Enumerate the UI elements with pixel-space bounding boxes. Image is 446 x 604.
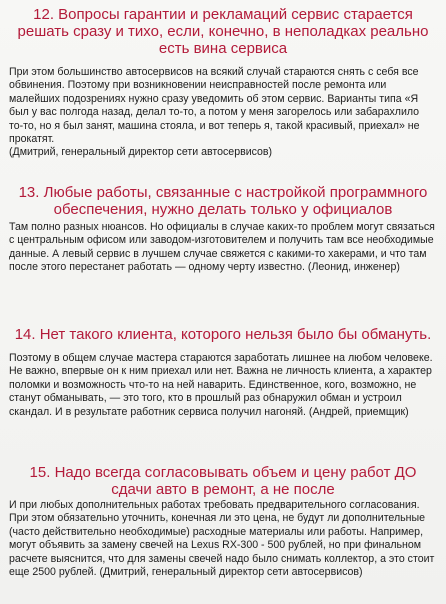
- tip-section-14: [0, 326, 446, 419]
- tip-heading: 15. Надо всегда согласовывать объем и цену работ ДО сдачи авто в ремонт, а не после: [29, 464, 417, 498]
- tip-heading: 12. Вопросы гарантии и рекламаций сервис старается решать сразу и тихо, если, конечно, в неполадках реально есть вина сервиса: [17, 6, 429, 57]
- tip-body: Там полно разных нюансов. Но официалы в случае каких-то проблем могут связаться с центральным офисом или заводом-изготовителем и получить там все необходимые данные. А левый сервис в лучшем случае свяжется с какими-то хакерами, и что там после этого перестанет работать — одному черту известно. (Леонид, инженер): [9, 221, 435, 274]
- tip-body: Поэтому в общем случае мастера стараются заработать лишнее на любом человеке. Не важно, впервые он к ним приехал или нет. Важна не личность клиента, а характер поломки и возможность что-то на ней наварить. Единственное, кого, возможно, не станут обманывать, — это того, кто в прошлый раз обнаружил обман и устроил скандал. И в результате работник сервиса получил нагоняй. (Андрей, приемщик): [9, 352, 433, 418]
- tip-body: И при любых дополнительных работах требовать предварительного согласования. При этом обязательно уточнить, конечная ли это цена, не будут ли дополнительные (часто действительно необходимые) расходные материалы или работы. Например, могут объявить за замену свечей на Lexus RX-300 - 500 рублей, но при финальном расчете выяснится, что для замены свечей надо было снимать коллектор, а это стоит еще 2500 рублей. (Дмитрий, генеральный директор сети автосервисов): [9, 499, 435, 579]
- tip-heading: 14. Нет такого клиента, которого нельзя было бы обмануть.: [14, 326, 432, 343]
- tip-body: При этом большинство автосервисов на всякий случай стараются снять с себя все обвинения. Поэтому при возникновении неисправностей после ремонта или малейших подозрениях нужно сразу уведомить об этом сервис. Варианты типа «Я был у вас полгода назад, делал то-то, а потом у меня загорелось или забарахлило то-то, но я был занят, машина стояла, и вот теперь я, такой красивый, приехал» не прокатят. (Дмитрий, генеральный директор сети автосервисов): [9, 66, 420, 159]
- tip-section-15: [0, 464, 446, 579]
- tip-section-13: [0, 184, 446, 275]
- tip-heading: 13. Любые работы, связанные с настройкой программного обеспечения, нужно делать только у официалов: [18, 184, 428, 218]
- tip-section-12: [0, 6, 446, 160]
